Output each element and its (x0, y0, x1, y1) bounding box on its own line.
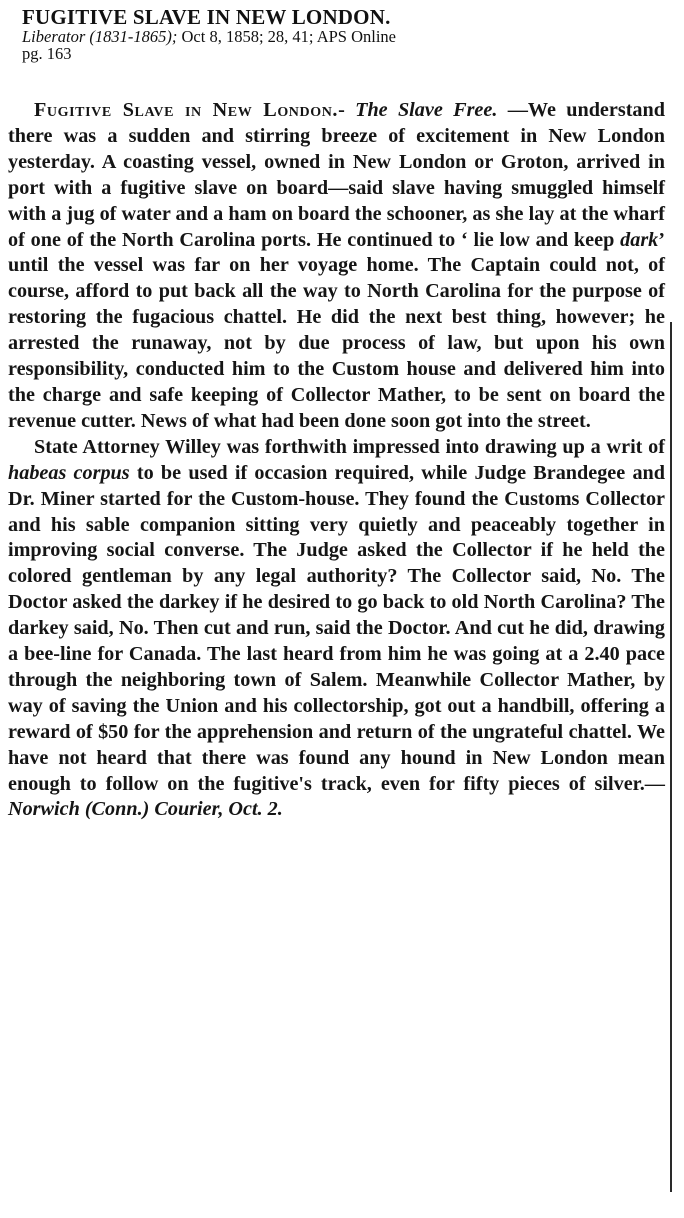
paragraph-2-text-a: State Attorney Willey was forthwith impressed into drawing up a writ of (34, 435, 665, 458)
column-rule (670, 322, 672, 1192)
italic-habeas-corpus: habeas corpus (8, 461, 130, 484)
article-paragraph-1 (8, 98, 665, 435)
article-headline: Fugitive Slave in New London. (34, 99, 339, 121)
paragraph-1-text-b: ’ until the vessel was far on her voyage home. The Captain could not, of course, afford to put back all the way to North Carolina for the purpose of restoring the fugacious chattel. He did the next best thing, however; he arrested the runaway, not by due process of law, but upon his own responsibility, conducted him to the Custom house and delivered him into the charge and safe keeping of Collector Mather, to be sent on board the revenue cutter. News of what had been done soon got into the street. (8, 228, 665, 432)
citation-line (22, 28, 642, 45)
paragraph-2-text-b: to be used if occasion required, while Judge Brandegee and Dr. Miner started for the Custom-house. They found the Customs Collector and his sable companion sitting very quietly and peaceably together in improving social converse. The Judge asked the Collector if he held the colored gentleman by any legal authority? The Collector said, No. The Doctor asked the darkey if he desired to go back to old North Carolina? The darkey said, No. Then cut and run, said the Doctor. And cut he did, drawing a bee-line for Canada. The last heard from him he was going at a 2.40 pace through the neighboring town of Salem. Meanwhile Collector Mather, by way of saving the Union and his collectorship, got out a handbill, offering a reward of $50 for the apprehension and return of the ungrateful chattel. We have not heard that there was found any hound in New London mean enough to follow on the fugitive's track, even for fifty pieces of silver.— (8, 461, 666, 795)
paragraph-1-text-a: —We understand there was a sudden and stirring breeze of excitement in New London yesterday. A coasting vessel, owned in New London or Groton, arrived in port with a fugitive slave on board—said slave having smuggled himself with a jug of water and a ham on board the schooner, as she lay at the wharf of one of the North Carolina ports. He continued to ‘ lie low and keep (8, 99, 665, 251)
document-header (22, 6, 642, 62)
italic-dark: dark (620, 228, 659, 251)
document-title: FUGITIVE SLAVE IN NEW LONDON. (22, 5, 391, 29)
article-source: Norwich (Conn.) Courier, Oct. 2. (8, 798, 283, 821)
article-subhead: The Slave Free. (355, 99, 498, 121)
article-body (8, 98, 665, 823)
citation-details: Oct 8, 1858; 28, 41; APS Online (177, 27, 397, 46)
publication-name: Liberator (1831-1865); (22, 27, 178, 46)
page-number: pg. 163 (22, 44, 72, 63)
article-paragraph-2 (8, 435, 665, 824)
headline-separator: - (338, 99, 356, 121)
